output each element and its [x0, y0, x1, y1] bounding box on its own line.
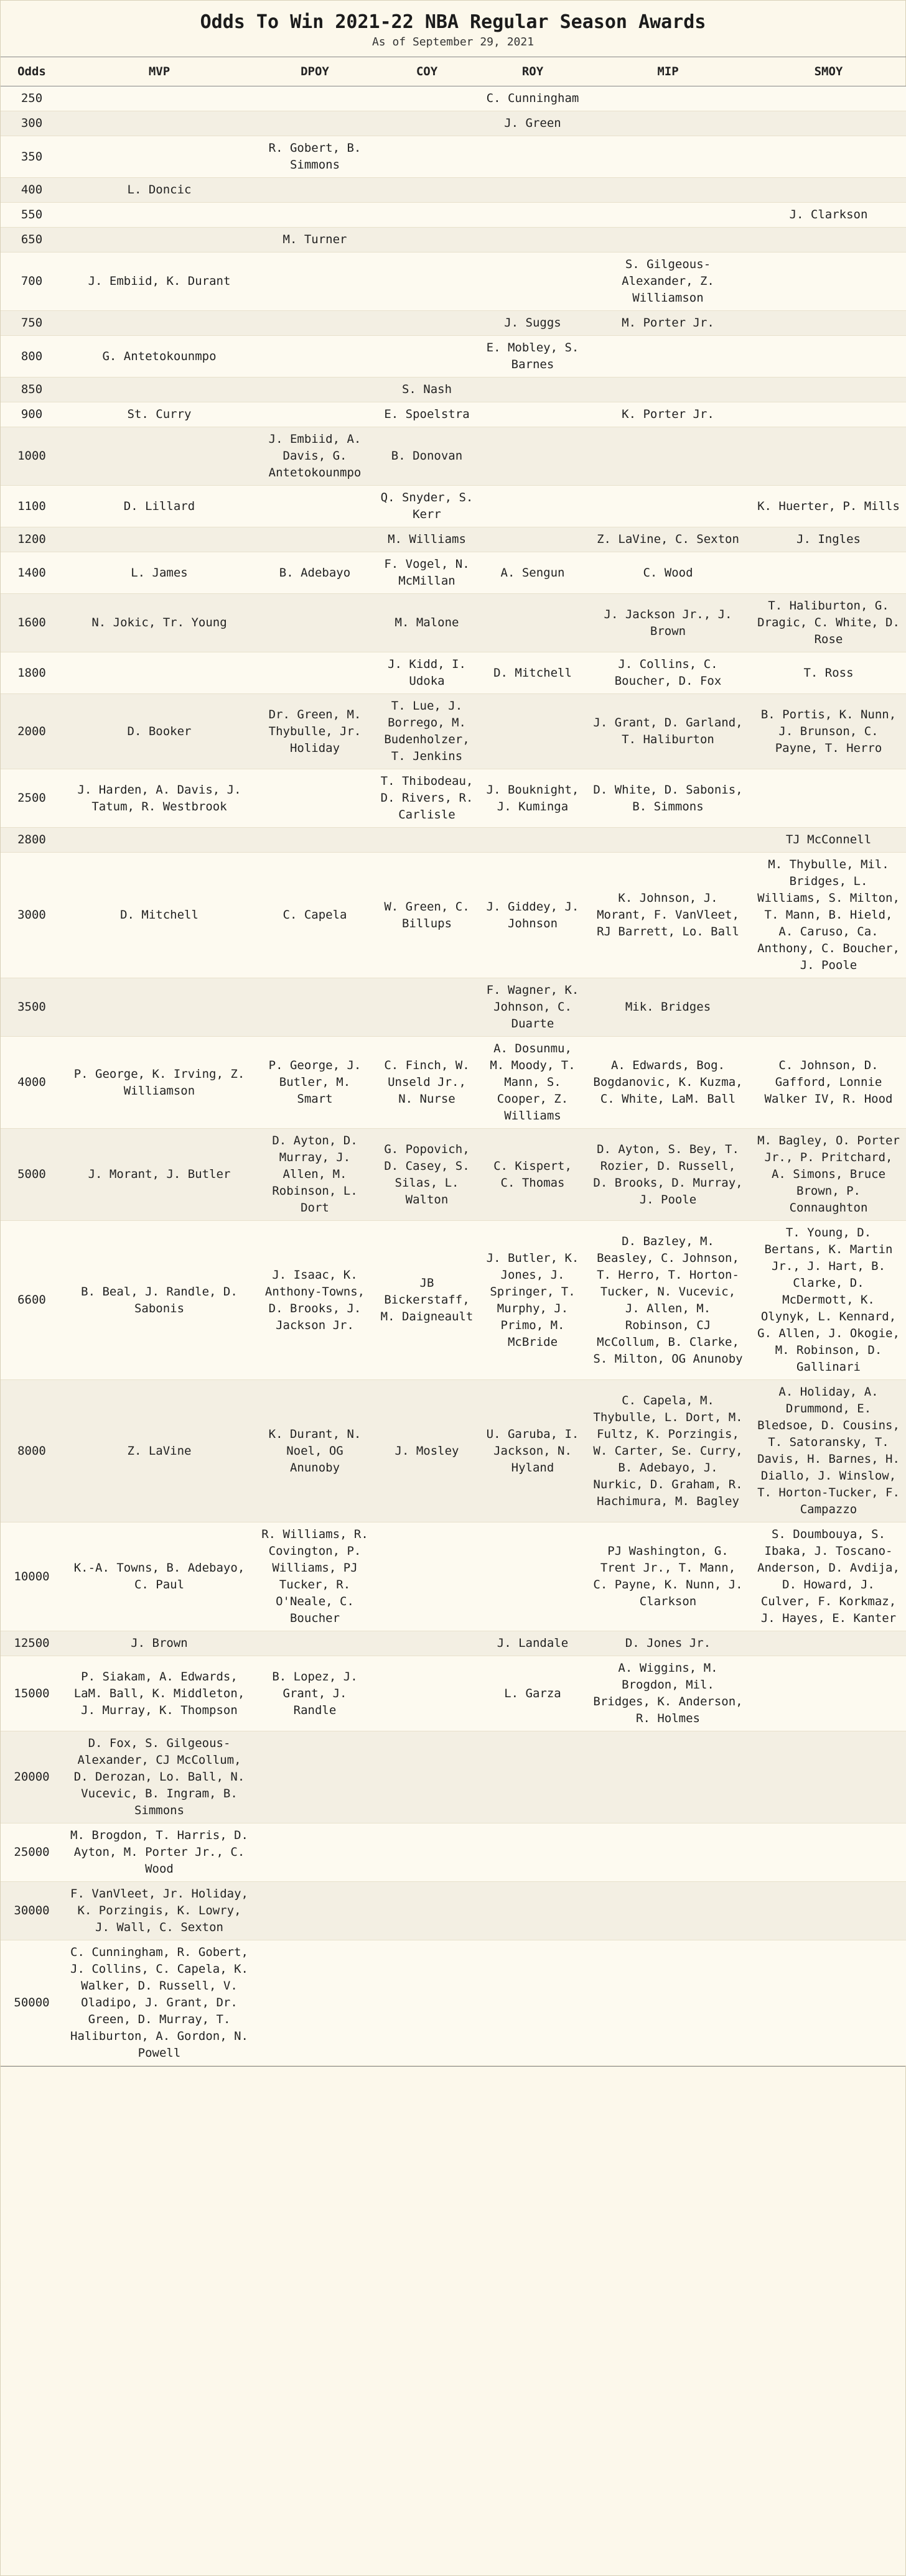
cell-dpoy — [256, 111, 374, 136]
table-row — [1, 203, 906, 228]
cell-smoy — [750, 552, 906, 594]
table-bottom-rule — [1, 2066, 905, 2067]
cell-roy: A. Dosunmu, M. Moody, T. Mann, S. Cooper, Z. Williams — [480, 1037, 586, 1129]
table-row — [1, 486, 906, 527]
cell-mvp: P. George, K. Irving, Z. Williamson — [63, 1037, 256, 1129]
cell-roy — [480, 136, 586, 178]
table-row — [1, 769, 906, 828]
cell-odds: 650 — [1, 228, 63, 253]
cell-dpoy: B. Adebayo — [256, 552, 374, 594]
cell-mip — [586, 1882, 750, 1940]
column-header-odds: Odds — [1, 57, 63, 86]
cell-odds: 15000 — [1, 1656, 63, 1731]
cell-roy — [480, 203, 586, 228]
cell-mvp: G. Antetokounmpo — [63, 336, 256, 378]
cell-coy — [374, 978, 480, 1037]
cell-smoy: S. Doumbouya, S. Ibaka, J. Toscano-Anderson, D. Avdija, D. Howard, J. Culver, F. Korkmaz, J. Hayes, E. Kanter — [750, 1522, 906, 1631]
cell-smoy: J. Clarkson — [750, 203, 906, 228]
cell-mvp — [63, 527, 256, 552]
cell-mip — [586, 828, 750, 853]
cell-mip: S. Gilgeous-Alexander, Z. Williamson — [586, 253, 750, 311]
cell-smoy — [750, 402, 906, 427]
cell-odds: 1200 — [1, 527, 63, 552]
cell-coy: E. Spoelstra — [374, 402, 480, 427]
cell-odds: 5000 — [1, 1129, 63, 1221]
cell-coy: B. Donovan — [374, 427, 480, 486]
cell-mvp — [63, 378, 256, 402]
cell-coy — [374, 111, 480, 136]
cell-roy: J. Bouknight, J. Kuminga — [480, 769, 586, 828]
cell-smoy — [750, 378, 906, 402]
cell-mip — [586, 178, 750, 203]
table-row — [1, 1656, 906, 1731]
column-header-mip: MIP — [586, 57, 750, 86]
cell-roy: J. Landale — [480, 1631, 586, 1656]
cell-roy — [480, 486, 586, 527]
cell-smoy — [750, 1823, 906, 1882]
cell-odds: 30000 — [1, 1882, 63, 1940]
cell-dpoy: K. Durant, N. Noel, OG Anunoby — [256, 1380, 374, 1522]
cell-odds: 50000 — [1, 1940, 63, 2066]
cell-roy — [480, 402, 586, 427]
cell-mip: Mik. Bridges — [586, 978, 750, 1037]
cell-smoy — [750, 86, 906, 111]
cell-dpoy — [256, 203, 374, 228]
column-header-mvp: MVP — [63, 57, 256, 86]
cell-mip: K. Porter Jr. — [586, 402, 750, 427]
table-row — [1, 1731, 906, 1823]
cell-smoy — [750, 427, 906, 486]
cell-mvp: St. Curry — [63, 402, 256, 427]
cell-coy: F. Vogel, N. McMillan — [374, 552, 480, 594]
cell-dpoy: R. Williams, R. Covington, P. Williams, PJ Tucker, R. O'Neale, C. Boucher — [256, 1522, 374, 1631]
cell-mvp: L. James — [63, 552, 256, 594]
cell-mip: Z. LaVine, C. Sexton — [586, 527, 750, 552]
table-row — [1, 828, 906, 853]
cell-roy: D. Mitchell — [480, 652, 586, 694]
cell-smoy — [750, 978, 906, 1037]
cell-coy — [374, 311, 480, 336]
table-row — [1, 694, 906, 769]
cell-roy: C. Cunningham — [480, 86, 586, 111]
table-header — [1, 57, 906, 86]
cell-odds: 1400 — [1, 552, 63, 594]
cell-coy — [374, 136, 480, 178]
cell-smoy: B. Portis, K. Nunn, J. Brunson, C. Payne, T. Herro — [750, 694, 906, 769]
cell-smoy: T. Young, D. Bertans, K. Martin Jr., J. Hart, B. Clarke, D. McDermott, K. Olynyk, L. Kennard, G. Allen, J. Okogie, M. Robinson, D. Gallinari — [750, 1221, 906, 1380]
cell-smoy — [750, 1656, 906, 1731]
table-row — [1, 378, 906, 402]
cell-dpoy: B. Lopez, J. Grant, J. Randle — [256, 1656, 374, 1731]
cell-mip: PJ Washington, G. Trent Jr., T. Mann, C. Payne, K. Nunn, J. Clarkson — [586, 1522, 750, 1631]
cell-roy — [480, 828, 586, 853]
cell-mvp: J. Harden, A. Davis, J. Tatum, R. Westbrook — [63, 769, 256, 828]
cell-smoy — [750, 136, 906, 178]
cell-dpoy: J. Embiid, A. Davis, G. Antetokounmpo — [256, 427, 374, 486]
table-row — [1, 978, 906, 1037]
cell-coy: Q. Snyder, S. Kerr — [374, 486, 480, 527]
cell-mip — [586, 136, 750, 178]
cell-mvp: D. Lillard — [63, 486, 256, 527]
cell-smoy: J. Ingles — [750, 527, 906, 552]
cell-mvp: L. Doncic — [63, 178, 256, 203]
cell-odds: 12500 — [1, 1631, 63, 1656]
cell-mip: J. Grant, D. Garland, T. Haliburton — [586, 694, 750, 769]
cell-mip — [586, 378, 750, 402]
page-subtitle: As of September 29, 2021 — [371, 35, 535, 49]
cell-coy — [374, 228, 480, 253]
cell-mip: K. Johnson, J. Morant, F. VanVleet, RJ Barrett, Lo. Ball — [586, 853, 750, 978]
cell-mvp: M. Brogdon, T. Harris, D. Ayton, M. Porter Jr., C. Wood — [63, 1823, 256, 1882]
cell-dpoy — [256, 1731, 374, 1823]
cell-odds: 10000 — [1, 1522, 63, 1631]
cell-mip: J. Jackson Jr., J. Brown — [586, 594, 750, 652]
cell-mip: D. Bazley, M. Beasley, C. Johnson, T. Herro, T. Horton-Tucker, N. Vucevic, J. Allen, M. Robinson, CJ McCollum, B. Clarke, S. Milton, OG Anunoby — [586, 1221, 750, 1380]
cell-coy — [374, 1731, 480, 1823]
cell-mip: D. Jones Jr. — [586, 1631, 750, 1656]
cell-roy — [480, 427, 586, 486]
cell-mvp: F. VanVleet, Jr. Holiday, K. Porzingis, K. Lowry, J. Wall, C. Sexton — [63, 1882, 256, 1940]
cell-coy — [374, 253, 480, 311]
cell-mvp — [63, 228, 256, 253]
cell-odds: 900 — [1, 402, 63, 427]
table-row — [1, 111, 906, 136]
cell-coy: J. Mosley — [374, 1380, 480, 1522]
cell-roy: A. Sengun — [480, 552, 586, 594]
cell-dpoy — [256, 978, 374, 1037]
cell-coy — [374, 1522, 480, 1631]
cell-coy: T. Thibodeau, D. Rivers, R. Carlisle — [374, 769, 480, 828]
cell-odds: 250 — [1, 86, 63, 111]
cell-odds: 800 — [1, 336, 63, 378]
cell-roy: J. Giddey, J. Johnson — [480, 853, 586, 978]
cell-roy: J. Suggs — [480, 311, 586, 336]
cell-mvp: D. Mitchell — [63, 853, 256, 978]
cell-mip — [586, 203, 750, 228]
cell-dpoy — [256, 402, 374, 427]
cell-smoy — [750, 178, 906, 203]
cell-odds: 700 — [1, 253, 63, 311]
cell-odds: 400 — [1, 178, 63, 203]
cell-odds: 8000 — [1, 1380, 63, 1522]
column-header-smoy: SMOY — [750, 57, 906, 86]
cell-odds: 25000 — [1, 1823, 63, 1882]
cell-mvp: D. Fox, S. Gilgeous-Alexander, CJ McCollum, D. Derozan, Lo. Ball, N. Vucevic, B. Ingram, B. Simmons — [63, 1731, 256, 1823]
table-row — [1, 853, 906, 978]
table-row — [1, 253, 906, 311]
cell-mvp: P. Siakam, A. Edwards, LaM. Ball, K. Middleton, J. Murray, K. Thompson — [63, 1656, 256, 1731]
cell-dpoy — [256, 311, 374, 336]
cell-roy: E. Mobley, S. Barnes — [480, 336, 586, 378]
table-row — [1, 136, 906, 178]
cell-smoy: TJ McConnell — [750, 828, 906, 853]
table-row — [1, 1882, 906, 1940]
table-row — [1, 427, 906, 486]
cell-mvp — [63, 828, 256, 853]
cell-odds: 2500 — [1, 769, 63, 828]
cell-mip: D. White, D. Sabonis, B. Simmons — [586, 769, 750, 828]
cell-smoy — [750, 311, 906, 336]
cell-mip — [586, 1940, 750, 2066]
cell-smoy — [750, 1731, 906, 1823]
cell-smoy — [750, 1631, 906, 1656]
cell-mvp — [63, 311, 256, 336]
cell-dpoy — [256, 1823, 374, 1882]
cell-coy — [374, 828, 480, 853]
cell-odds: 550 — [1, 203, 63, 228]
table-row — [1, 552, 906, 594]
cell-mvp — [63, 203, 256, 228]
cell-coy — [374, 1631, 480, 1656]
table-row — [1, 1129, 906, 1221]
cell-dpoy — [256, 828, 374, 853]
table-row — [1, 652, 906, 694]
table-row — [1, 594, 906, 652]
cell-coy: S. Nash — [374, 378, 480, 402]
cell-mip — [586, 1823, 750, 1882]
cell-odds: 1000 — [1, 427, 63, 486]
cell-mvp — [63, 978, 256, 1037]
cell-coy: C. Finch, W. Unseld Jr., N. Nurse — [374, 1037, 480, 1129]
cell-smoy: K. Huerter, P. Mills — [750, 486, 906, 527]
cell-mip — [586, 486, 750, 527]
cell-dpoy — [256, 527, 374, 552]
cell-dpoy — [256, 1631, 374, 1656]
cell-odds: 2000 — [1, 694, 63, 769]
cell-mip: C. Wood — [586, 552, 750, 594]
header-row — [1, 57, 906, 86]
cell-odds: 2800 — [1, 828, 63, 853]
cell-mip: M. Porter Jr. — [586, 311, 750, 336]
cell-dpoy: Dr. Green, M. Thybulle, Jr. Holiday — [256, 694, 374, 769]
cell-roy — [480, 1882, 586, 1940]
cell-mvp — [63, 111, 256, 136]
cell-mip: C. Capela, M. Thybulle, L. Dort, M. Fultz, K. Porzingis, W. Carter, Se. Curry, B. Adebayo, J. Nurkic, D. Graham, R. Hachimura, M. Bagley — [586, 1380, 750, 1522]
cell-roy: C. Kispert, C. Thomas — [480, 1129, 586, 1221]
cell-odds: 1600 — [1, 594, 63, 652]
table-row — [1, 1221, 906, 1380]
table-row — [1, 228, 906, 253]
table-row — [1, 1940, 906, 2066]
cell-mip: J. Collins, C. Boucher, D. Fox — [586, 652, 750, 694]
cell-mvp: J. Embiid, K. Durant — [63, 253, 256, 311]
cell-smoy: T. Ross — [750, 652, 906, 694]
cell-roy: J. Butler, K. Jones, J. Springer, T. Murphy, J. Primo, M. McBride — [480, 1221, 586, 1380]
cell-roy — [480, 1522, 586, 1631]
cell-odds: 6600 — [1, 1221, 63, 1380]
cell-roy — [480, 253, 586, 311]
cell-odds: 300 — [1, 111, 63, 136]
cell-coy: J. Kidd, I. Udoka — [374, 652, 480, 694]
cell-roy — [480, 527, 586, 552]
cell-mip — [586, 111, 750, 136]
cell-mip — [586, 1731, 750, 1823]
cell-roy: U. Garuba, I. Jackson, N. Hyland — [480, 1380, 586, 1522]
cell-roy — [480, 1940, 586, 2066]
cell-smoy — [750, 336, 906, 378]
table-body — [1, 86, 906, 2066]
cell-roy — [480, 1823, 586, 1882]
cell-roy — [480, 1731, 586, 1823]
cell-smoy — [750, 1882, 906, 1940]
cell-dpoy — [256, 86, 374, 111]
table-row — [1, 1631, 906, 1656]
table-row — [1, 86, 906, 111]
cell-odds: 350 — [1, 136, 63, 178]
cell-smoy: T. Haliburton, G. Dragic, C. White, D. Rose — [750, 594, 906, 652]
cell-smoy: A. Holiday, A. Drummond, E. Bledsoe, D. Cousins, T. Satoransky, T. Davis, H. Barnes, H. Diallo, J. Winslow, T. Horton-Tucker, F. Campazzo — [750, 1380, 906, 1522]
cell-dpoy — [256, 652, 374, 694]
cell-roy — [480, 594, 586, 652]
cell-odds: 3500 — [1, 978, 63, 1037]
cell-coy — [374, 1823, 480, 1882]
cell-coy — [374, 203, 480, 228]
cell-coy: JB Bickerstaff, M. Daigneault — [374, 1221, 480, 1380]
cell-dpoy: R. Gobert, B. Simmons — [256, 136, 374, 178]
cell-mvp: Z. LaVine — [63, 1380, 256, 1522]
cell-coy — [374, 178, 480, 203]
cell-mip — [586, 336, 750, 378]
column-header-dpoy: DPOY — [256, 57, 374, 86]
cell-mvp: D. Booker — [63, 694, 256, 769]
table-row — [1, 336, 906, 378]
cell-smoy: M. Bagley, O. Porter Jr., P. Pritchard, A. Simons, Bruce Brown, P. Connaughton — [750, 1129, 906, 1221]
cell-mip: A. Wiggins, M. Brogdon, Mil. Bridges, K. Anderson, R. Holmes — [586, 1656, 750, 1731]
cell-mvp: B. Beal, J. Randle, D. Sabonis — [63, 1221, 256, 1380]
cell-dpoy — [256, 1940, 374, 2066]
cell-coy — [374, 86, 480, 111]
cell-dpoy — [256, 594, 374, 652]
cell-dpoy — [256, 378, 374, 402]
cell-coy — [374, 1656, 480, 1731]
cell-odds: 1800 — [1, 652, 63, 694]
cell-roy: F. Wagner, K. Johnson, C. Duarte — [480, 978, 586, 1037]
table-row — [1, 311, 906, 336]
cell-mvp: J. Morant, J. Butler — [63, 1129, 256, 1221]
cell-mvp: J. Brown — [63, 1631, 256, 1656]
cell-dpoy — [256, 1882, 374, 1940]
page-title: Odds To Win 2021-22 NBA Regular Season Awards — [200, 11, 706, 33]
odds-table — [1, 57, 906, 2066]
cell-mvp: N. Jokic, Tr. Young — [63, 594, 256, 652]
cell-smoy — [750, 111, 906, 136]
cell-odds: 750 — [1, 311, 63, 336]
cell-coy — [374, 1882, 480, 1940]
cell-dpoy: C. Capela — [256, 853, 374, 978]
cell-roy — [480, 694, 586, 769]
table-row — [1, 1380, 906, 1522]
cell-coy: M. Williams — [374, 527, 480, 552]
column-header-coy: COY — [374, 57, 480, 86]
cell-mip: A. Edwards, Bog. Bogdanovic, K. Kuzma, C. White, LaM. Ball — [586, 1037, 750, 1129]
cell-dpoy — [256, 336, 374, 378]
cell-odds: 20000 — [1, 1731, 63, 1823]
cell-dpoy — [256, 769, 374, 828]
cell-dpoy: M. Turner — [256, 228, 374, 253]
cell-coy: W. Green, C. Billups — [374, 853, 480, 978]
cell-smoy: C. Johnson, D. Gafford, Lonnie Walker IV, R. Hood — [750, 1037, 906, 1129]
cell-smoy: M. Thybulle, Mil. Bridges, L. Williams, S. Milton, T. Mann, B. Hield, A. Caruso, Ca. Anthony, C. Boucher, J. Poole — [750, 853, 906, 978]
cell-mip — [586, 427, 750, 486]
cell-dpoy — [256, 178, 374, 203]
cell-mvp — [63, 652, 256, 694]
table-row — [1, 1823, 906, 1882]
cell-dpoy — [256, 253, 374, 311]
cell-roy — [480, 378, 586, 402]
cell-mvp — [63, 86, 256, 111]
cell-roy — [480, 178, 586, 203]
cell-mvp — [63, 136, 256, 178]
cell-dpoy: J. Isaac, K. Anthony-Towns, D. Brooks, J. Jackson Jr. — [256, 1221, 374, 1380]
cell-coy: T. Lue, J. Borrego, M. Budenholzer, T. Jenkins — [374, 694, 480, 769]
cell-dpoy: P. George, J. Butler, M. Smart — [256, 1037, 374, 1129]
cell-mvp: C. Cunningham, R. Gobert, J. Collins, C. Capela, K. Walker, D. Russell, V. Oladipo, J. Grant, Dr. Green, D. Murray, T. Haliburton, A. Gordon, N. Powell — [63, 1940, 256, 2066]
column-header-roy: ROY — [480, 57, 586, 86]
cell-coy — [374, 1940, 480, 2066]
table-row — [1, 527, 906, 552]
cell-mip — [586, 228, 750, 253]
cell-smoy — [750, 228, 906, 253]
cell-smoy — [750, 769, 906, 828]
cell-mip: D. Ayton, S. Bey, T. Rozier, D. Russell, D. Brooks, D. Murray, J. Poole — [586, 1129, 750, 1221]
table-row — [1, 178, 906, 203]
table-row — [1, 1522, 906, 1631]
cell-roy: J. Green — [480, 111, 586, 136]
cell-coy: M. Malone — [374, 594, 480, 652]
cell-odds: 4000 — [1, 1037, 63, 1129]
cell-smoy — [750, 253, 906, 311]
table-row — [1, 1037, 906, 1129]
cell-odds: 1100 — [1, 486, 63, 527]
cell-odds: 3000 — [1, 853, 63, 978]
cell-odds: 850 — [1, 378, 63, 402]
table-row — [1, 402, 906, 427]
cell-dpoy: D. Ayton, D. Murray, J. Allen, M. Robinson, L. Dort — [256, 1129, 374, 1221]
cell-smoy — [750, 1940, 906, 2066]
cell-mip — [586, 86, 750, 111]
cell-roy — [480, 228, 586, 253]
cell-dpoy — [256, 486, 374, 527]
cell-mvp — [63, 427, 256, 486]
cell-mvp: K.-A. Towns, B. Adebayo, C. Paul — [63, 1522, 256, 1631]
cell-roy: L. Garza — [480, 1656, 586, 1731]
cell-coy: G. Popovich, D. Casey, S. Silas, L. Walton — [374, 1129, 480, 1221]
cell-coy — [374, 336, 480, 378]
